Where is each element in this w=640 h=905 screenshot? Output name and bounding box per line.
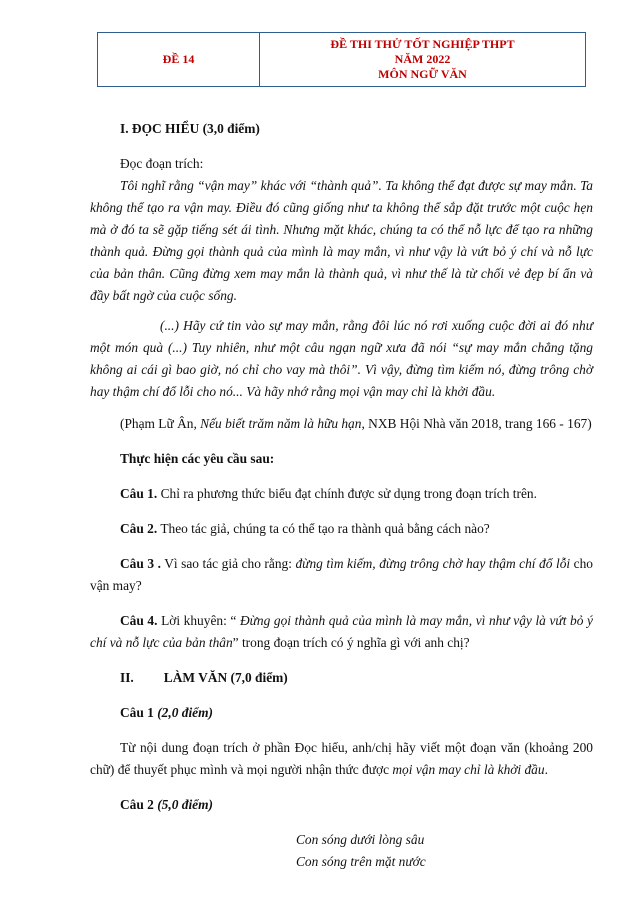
essay-question-1-points: (2,0 điểm) (157, 705, 213, 720)
source-suffix: , NXB Hội Nhà văn 2018, trang 166 - 167) (361, 416, 592, 431)
exam-title-line2: NĂM 2022 (394, 52, 451, 66)
question-2-text: Theo tác giả, chúng ta có thể tạo ra thành quả bằng cách nào? (157, 521, 490, 536)
question-4-text: Lời khuyên: “ (157, 613, 240, 628)
question-3-text: Vì sao tác giả cho rằng: (160, 556, 296, 571)
essay-question-1-label: Câu 1 (120, 705, 158, 720)
essay-question-2-label: Câu 2 (120, 797, 158, 812)
excerpt-source (90, 413, 593, 435)
section2-heading (90, 667, 593, 689)
question-2-label: Câu 2. (120, 521, 158, 536)
question-3-tail: cho vận may? (90, 556, 593, 593)
question-2 (90, 518, 593, 540)
exam-title-cell (260, 33, 585, 86)
section1-heading: I. ĐỌC HIỂU (3,0 điểm) (120, 121, 260, 136)
question-4 (90, 610, 593, 654)
essay-question-1-prompt (90, 737, 593, 781)
question-1-text: Chỉ ra phương thức biểu đạt chính được sử dụng trong đoạn trích trên. (157, 486, 537, 501)
poem-line-1: Con sóng dưới lòng sâu (296, 832, 425, 847)
essay-question-2-points: (5,0 điểm) (157, 797, 213, 812)
essay-question-1-heading (90, 702, 593, 724)
exam-title-line1: ĐỀ THI THỬ TỐT NGHIỆP THPT (330, 37, 515, 51)
question-4-quote: Đừng gọi thành quả của mình là may mắn, vì như vậy là vứt bỏ ý chí và nỗ lực của bản thân (90, 613, 593, 650)
essay-question-1-tail: . (544, 762, 548, 777)
tasks-heading: Thực hiện các yêu cầu sau: (120, 451, 275, 466)
exam-title-line3: MÔN NGỮ VĂN (378, 67, 467, 81)
exam-header-table (97, 32, 586, 87)
question-4-label: Câu 4. (120, 613, 158, 628)
essay-question-2-heading (90, 794, 593, 816)
question-3 (90, 553, 593, 597)
exam-content (90, 118, 593, 873)
essay-question-1-quote: mọi vận may chỉ là khởi đầu (392, 762, 545, 777)
exam-code: ĐỀ 14 (162, 52, 195, 66)
essay-question-1-text: Từ nội dung đoạn trích ở phần Đọc hiểu, anh/chị hãy viết một đoạn văn (khoảng 200 chữ) để thuyết phục mình và mọi người nhận thức được (90, 740, 593, 777)
question-4-tail: ” trong đoạn trích có ý nghĩa gì với anh chị? (232, 635, 470, 650)
question-3-label: Câu 3 . (120, 556, 161, 571)
question-1 (90, 483, 593, 505)
poem-line-2: Con sóng trên mặt nước (296, 854, 426, 869)
section2-numeral: II. (120, 670, 134, 685)
source-book-title: Nếu biết trăm năm là hữu hạn (200, 416, 362, 431)
question-3-quote: đừng tìm kiếm, đừng trông chờ hay thậm chí đổ lỗi (295, 556, 571, 571)
section2-title: LÀM VĂN (7,0 điểm) (163, 670, 288, 685)
reading-intro: Đọc đoạn trích: (120, 156, 204, 171)
excerpt-paragraph-1: Tôi nghĩ rằng “vận may” khác với “thành quả”. Ta không thể đạt được sự may mắn. Ta không thể tạo ra vận may. Điều đó cũng giống như ta không thể sắp đặt trước một cuộc hẹn mà ở đó ta sẽ gặp tiếng sét ái tình. Nhưng mặt khác, chúng ta có thể nỗ lực để tạo ra những thành quả. Đừng gọi thành quả của mình là may mắn, vì như vậy là vứt bỏ ý chí và nỗ lực của bản thân. Cũng đừng xem may mắn là thành quả, vì như thế là từ chối vẻ đẹp bí ẩn và đầy bất ngờ của cuộc sống. (90, 178, 593, 303)
excerpt-paragraph-2: (...) Hãy cứ tin vào sự may mắn, rằng đôi lúc nó rơi xuống cuộc đời ai đó như một món quà (...) Tuy nhiên, như một câu ngạn ngữ xưa đã nói “sự may mắn chẳng tặng không ai cái gì bao giờ, nó chỉ cho vay mà thôi”. Vì vậy, đừng tìm kiếm nó, đừng trông chờ hay thậm chí đổ lỗi cho nó... Và hãy nhớ rằng mọi vận may chỉ là khởi đầu. (90, 318, 593, 399)
source-prefix: (Phạm Lữ Ân, (120, 416, 201, 431)
exam-code-cell (98, 33, 260, 86)
question-1-label: Câu 1. (120, 486, 158, 501)
